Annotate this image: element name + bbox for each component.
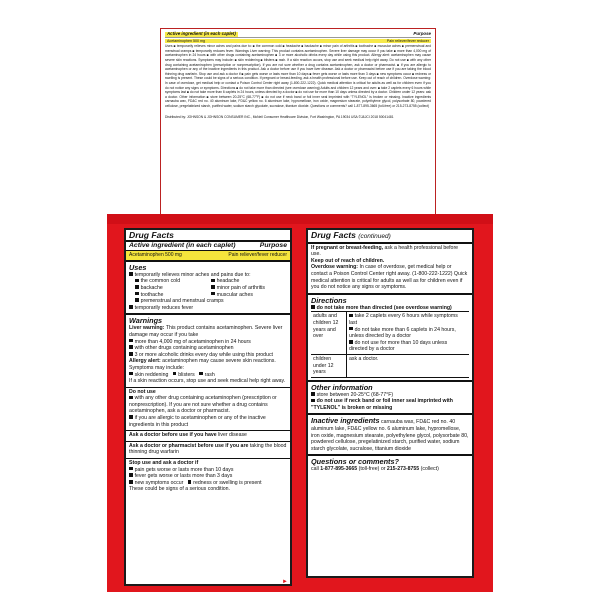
overdose-text: In case of overdose, get medical help or contact a Poison Control Center right away. (1-800-222-1222) Quick medical attention is critical for adults as well as for children even if you do not notice any signs or symptoms. [311, 264, 468, 291]
collect-note: (collect) [420, 466, 439, 473]
ingredient-purpose: Pain reliever/fever reducer [228, 252, 287, 259]
children-instructions: ask a doctor. [347, 355, 469, 378]
pregnancy-section [308, 244, 472, 295]
ask-doctor-section [126, 431, 290, 442]
liver-item: 3 or more alcoholic drinks every day while using this product [134, 351, 273, 358]
allergy-item: rash [204, 371, 215, 378]
bullet-icon [188, 480, 192, 484]
directions-table [311, 311, 469, 377]
stop-item: fever gets worse or lasts more than 3 days [134, 473, 233, 480]
inactive-ingredients-section [308, 415, 472, 456]
ask-pharmacist-section [126, 442, 290, 459]
liver-item: more than 4,000 mg of acetaminophen in 24 hours [134, 338, 251, 345]
ask-doctor-label: Ask a doctor before use if you have [129, 432, 217, 439]
allergy-alert-label: Allergy alert: [129, 358, 161, 365]
uses-intro: temporarily relieves minor aches and pains due to: [134, 271, 251, 278]
bullet-icon [129, 473, 133, 477]
ingredient-name: Acetaminophen 500 mg [129, 252, 182, 259]
directions-section [308, 295, 472, 382]
bullet-icon [129, 305, 133, 309]
drug-facts-title: Drug Facts [311, 230, 356, 240]
do-not-use-section [126, 388, 290, 432]
bullet-icon [129, 480, 133, 484]
top-label-body: Uses ■ temporarily relieves minor aches and pains due to: ■ the common cold ■ headache ■ backache ■ minor pain of arthritis ■ toothache ■ muscular aches ■ premenstrual and menstrual cramps ■ temporarily reduces fever. Warnings Liver warning: This product contains acetaminophen. Severe liver damage may occur if you take ■ more than 4,000 mg of acetaminophen in 24 hours ■ with other drugs containing acetaminophen ■ 3 or more alcoholic drinks every day while using this product. Allergy alert: acetaminophen may cause severe skin reactions. Symptoms may include: ■ skin reddening ■ blisters ■ rash. If a skin reaction occurs, stop use and seek medical help right away. Do not use ■ with any other drug containing acetaminophen (prescription or nonprescription). If you are not sure whether a drug contains acetaminophen, ask a doctor or pharmacist. ■ if you are allergic to acetaminophen or any of the inactive ingredients in this product. Ask a doctor before use if you have liver disease. Ask a doctor or pharmacist before use if you are taking the blood thinning drug warfarin. Stop use and ask a doctor if ■ pain gets worse or lasts more than 10 days ■ fever gets worse or lasts more than 3 days ■ new symptoms occur ■ redness or swelling is present. These could be signs of a serious condition. If pregnant or breast-feeding, ask a health professional before use. Keep out of reach of children. Overdose warning: In case of overdose, get medical help or contact a Poison Control Center right away (1-800-222-1222). Quick medical attention is critical for adults as well as for children even if you do not notice any signs or symptoms. Directions ■ do not take more than directed (see overdose warning) Adults and children 12 years and over: ■ take 2 caplets every 6 hours while symptoms last ■ do not take more than 6 caplets in 24 hours, unless directed by a doctor ■ do not use for more than 10 days unless directed by a doctor. Children under 12 years: ask a doctor. Other information ■ store between 20-25°C (68-77°F) ■ do not use if neck band or foil inner seal imprinted with "TYLENOL" is broken or missing. Inactive ingredients carnauba wax, FD&C red no. 40 aluminum lake, FD&C yellow no. 6 aluminum lake, hypromellose, iron oxide, magnesium stearate, polyethylene glycol, polysorbate 80, powdered cellulose, pregelatinized starch, purified water, sodium starch glycolate, sucralose, titanium dioxide. Questions or comments? call 1-877-895-3665 (toll-free) or 215-273-8755 (collect) [165, 44, 431, 108]
bullet-icon [311, 305, 315, 309]
keep-out-of-reach: Keep out of reach of children. [311, 257, 385, 264]
allergy-after: If a skin reaction occurs, stop use and seek medical help right away. [129, 378, 286, 385]
bullet-icon [129, 396, 133, 400]
top-ingredient-row [165, 39, 431, 44]
other-information-section [308, 382, 472, 416]
stop-use-section [126, 459, 290, 495]
continued-suffix: (continued) [358, 233, 391, 240]
use-item: backache [140, 284, 163, 291]
inactive-ingredients-text: carnauba wax, FD&C red no. 40 aluminum lake, FD&C yellow no. 6 aluminum lake, hypromellose, iron oxide, magnesium stearate, polyethylene glycol, polysorbate 80, powdered cellulose, pregelatinized starch, purified water, sodium starch glycolate, sucralose, titanium dioxide [311, 419, 469, 452]
active-ingredient-row [126, 251, 290, 262]
use-item: premenstrual and menstrual cramps [140, 298, 224, 305]
bullet-icon [129, 467, 133, 471]
other-item: do not use if neck band or foil inner seal imprinted with "TYLENOL" is broken or missing [311, 398, 453, 411]
inactive-ingredients-title: Inactive ingredients [311, 416, 380, 426]
top-purpose: Pain reliever/fever reducer [386, 38, 429, 43]
directions-lead: do not take more than directed (see overdose warning) [316, 304, 452, 311]
bullet-icon [173, 372, 177, 376]
uses-title: Uses [129, 262, 147, 272]
ask-doctor-text: liver disease [218, 432, 247, 439]
bullet-icon [349, 327, 353, 331]
bullet-icon [129, 352, 133, 356]
use-item: the common cold [140, 278, 181, 285]
bullet-icon [199, 372, 203, 376]
toll-free-note: (toll-free) or [358, 466, 386, 473]
bullet-icon [211, 279, 215, 283]
bullet-icon [129, 339, 133, 343]
bullet-icon [129, 345, 133, 349]
bullet-icon [311, 392, 315, 396]
other-item: store between 20-25°C (68-77°F) [316, 391, 394, 398]
bullet-icon [135, 298, 139, 302]
bullet-icon [211, 285, 215, 289]
pregnancy-text: ask a health professional before use. [311, 244, 459, 258]
purpose-heading: Purpose [259, 241, 287, 249]
top-active-header [165, 32, 431, 38]
liver-item: with other drugs containing acetaminophen [134, 345, 234, 352]
ask-pharmacist-label: Ask a doctor or pharmacist before use if you are [129, 442, 249, 449]
stop-item: new symptoms occur [134, 479, 184, 486]
collect-phone: 215-273-8755 [386, 466, 420, 473]
active-ingredient-heading: Active ingredient (in each caplet) [129, 241, 236, 249]
bullet-icon [129, 415, 133, 419]
liver-warning-text: This product contains acetaminophen. Severe liver damage may occur if you take [129, 325, 283, 338]
other-information-title: Other information [311, 382, 373, 392]
do-not-use-title: Do not use [129, 388, 156, 395]
use-item: minor pain of arthritis [216, 284, 266, 291]
top-purpose-heading: Purpose [413, 31, 431, 36]
active-ingredient-header [126, 242, 290, 252]
pregnancy-label: If pregnant or breast-feeding, [311, 244, 384, 251]
bullet-icon [349, 314, 353, 318]
adults-label: adults and children 12 years and over [311, 312, 347, 355]
uses-section [126, 262, 290, 316]
use-item: temporarily reduces fever [134, 304, 194, 311]
adults-instructions [347, 312, 469, 355]
continue-arrow-icon: ► [282, 579, 288, 585]
top-ingredient: Acetaminophen 500 mg [167, 38, 205, 43]
warnings-section [126, 315, 290, 387]
bullet-icon [135, 279, 139, 283]
children-label: children under 12 years [311, 355, 347, 378]
adults-item: do not use for more than 10 days unless directed by a doctor [349, 339, 448, 353]
bullet-icon [135, 285, 139, 289]
adults-item: take 2 caplets every 6 hours while symptoms last [349, 313, 458, 326]
drug-facts-panel-left [124, 228, 292, 586]
questions-title: Questions or comments? [311, 457, 399, 467]
use-item: muscular aches [216, 291, 253, 298]
use-item: toothache [140, 291, 164, 298]
bullet-icon [135, 292, 139, 296]
stop-item: pain gets worse or lasts more than 10 days [134, 466, 234, 473]
adults-item: do not take more than 6 caplets in 24 hours, unless directed by a doctor [349, 326, 456, 340]
bullet-icon [349, 340, 353, 344]
allergy-item: skin reddening [134, 371, 169, 378]
bullet-icon [311, 399, 315, 403]
bullet-icon [129, 272, 133, 276]
uses-list [129, 278, 287, 298]
allergy-item: blisters [178, 371, 195, 378]
toll-free-phone: 1-877-895-3665 [320, 466, 358, 473]
top-label-footer: Distributed by: JOHNSON & JOHNSON CONSUMER INC., McNeil Consumer Healthcare Division, Fort Washington, PA 19034 USA ©J&JCI 2018 50041481 [165, 114, 394, 119]
questions-section [308, 456, 472, 475]
liver-warning-label: Liver warning: [129, 325, 165, 332]
ask-pharmacist-text: taking the blood thinning drug warfarin [129, 442, 287, 456]
allergy-alert-text: acetaminophen may cause severe skin reactions. Symptoms may include: [129, 358, 276, 371]
bullet-icon [211, 292, 215, 296]
drug-facts-panel-right [306, 228, 474, 578]
questions-call: call [311, 466, 319, 473]
bullet-icon [129, 372, 133, 376]
overdose-label: Overdose warning: [311, 264, 358, 271]
directions-title: Directions [311, 295, 347, 305]
stop-item: redness or swelling is present [193, 479, 262, 486]
drug-facts-continued-title [308, 230, 472, 244]
do-not-use-item: if you are allergic to acetaminophen or any of the inactive ingredients in this product [129, 415, 266, 428]
use-item: headache [216, 278, 240, 285]
do-not-use-item: with any other drug containing acetaminophen (prescription or nonprescription). If you are not sure whether a drug contains acetaminophen, ask a doctor or pharmacist. [129, 395, 277, 415]
top-active-heading: Active ingredient (in each caplet) [167, 31, 236, 36]
stop-use-title: Stop use and ask a doctor if [129, 460, 199, 467]
warnings-title: Warnings [129, 316, 163, 326]
drug-facts-title: Drug Facts [126, 230, 290, 242]
stop-after: These could be signs of a serious condition. [129, 486, 230, 493]
